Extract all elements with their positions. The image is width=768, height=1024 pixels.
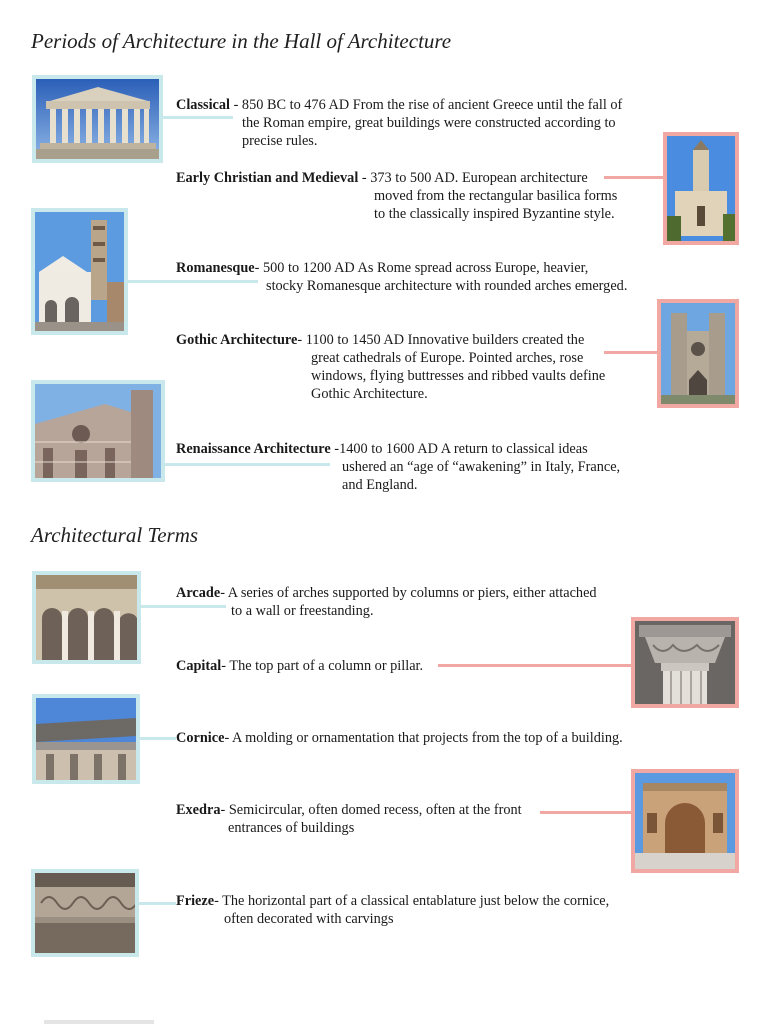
arcade-photo [32, 571, 141, 664]
term-label: Early Christian and Medieval [176, 170, 359, 186]
term-label: Exedra [176, 802, 221, 818]
period-classical: Classical - 850 BC to 476 AD From the rise of ancient Greece until the fall of the Roman empire, great buildings were constructed according to precise rules. [176, 97, 623, 149]
period-romanesque: Romanesque- 500 to 1200 AD As Rome spread across Europe, heavier, stocky Romanesque architecture with rounded arches emerged. [176, 260, 628, 294]
periods-heading: Periods of Architecture in the Hall of Architecture [31, 29, 452, 53]
period-early-christian-medieval: Early Christian and Medieval - 373 to 500 AD. European architecture moved from the rectangular basilica forms to the classically inspired Byzantine style. [176, 170, 618, 222]
term-label: Classical [176, 97, 231, 113]
romanesque-cathedral-photo [31, 208, 128, 335]
period-renaissance: Renaissance Architecture -1400 to 1600 AD A return to classical ideas ushered an “age of “awakening” in Italy, France, and England. [176, 441, 621, 493]
term-arcade: Arcade- A series of arches supported by columns or piers, either attached to a wall or freestanding. [176, 585, 597, 619]
term-cornice: Cornice- A molding or ornamentation that projects from the top of a building. [176, 730, 623, 746]
parthenon-photo [32, 75, 163, 163]
church-tower-photo [663, 132, 739, 245]
term-label: Capital [176, 658, 222, 674]
term-label: Romanesque [176, 260, 255, 276]
term-label: Renaissance Architecture [176, 441, 331, 457]
next-photo-edge [44, 1020, 154, 1024]
term-label: Frieze [176, 893, 215, 909]
florence-duomo-photo [31, 380, 165, 482]
frieze-photo [31, 869, 139, 957]
term-label: Gothic Architecture [176, 332, 298, 348]
period-gothic: Gothic Architecture- 1100 to 1450 AD Innovative builders created the great cathedrals of Europe. Pointed arches, rose windows, flying buttresses and ribbed vaults define Gothic Architecture. [176, 332, 606, 402]
cornice-photo [32, 694, 140, 784]
term-label: Arcade [176, 585, 221, 601]
term-label: Cornice [176, 730, 225, 746]
term-exedra: Exedra- Semicircular, often domed recess, often at the front entrances of buildings [176, 802, 522, 836]
exedra-photo [631, 769, 739, 873]
term-frieze: Frieze- The horizontal part of a classical entablature just below the cornice, often decorated with carvings [176, 893, 610, 927]
gothic-cathedral-photo [657, 299, 739, 408]
term-capital: Capital- The top part of a column or pillar. [176, 658, 424, 674]
terms-heading: Architectural Terms [31, 523, 199, 547]
capital-photo [631, 617, 739, 708]
